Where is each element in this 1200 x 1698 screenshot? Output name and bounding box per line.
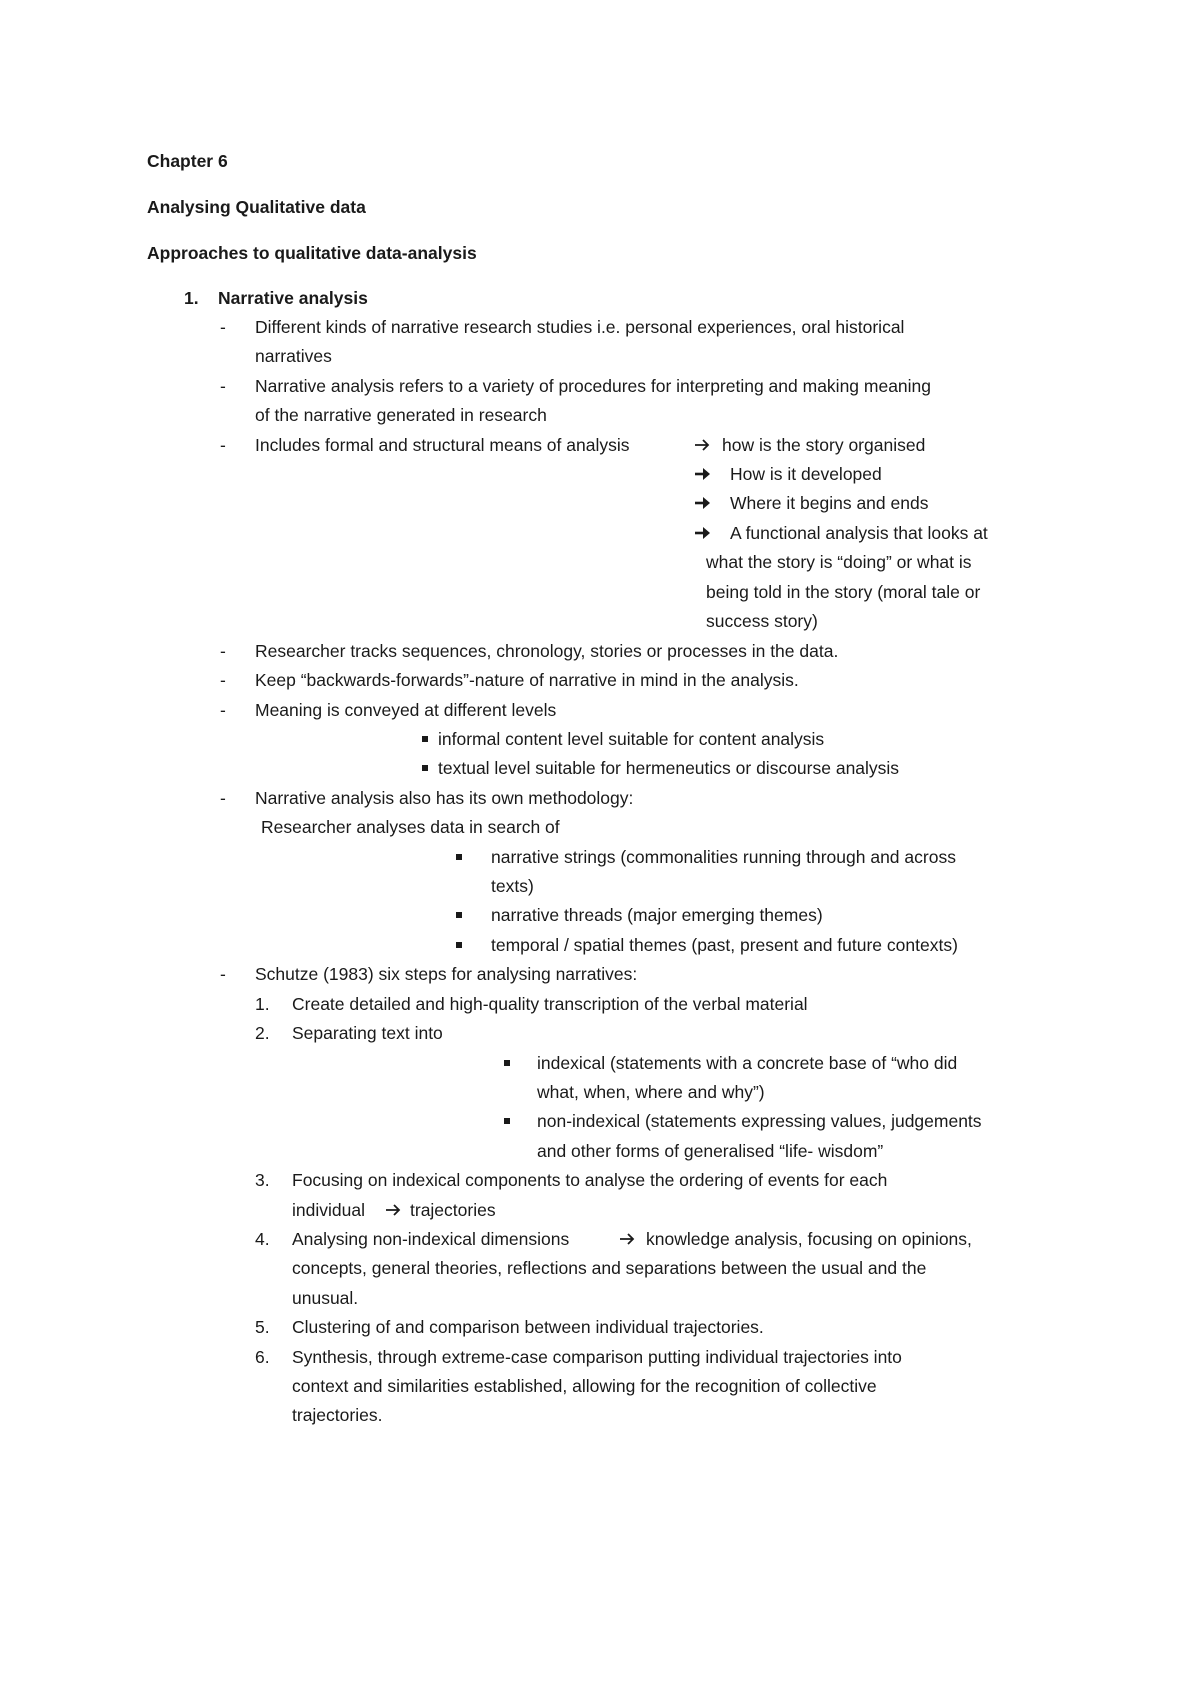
list-item-text: Schutze (1983) six steps for analysing narratives: bbox=[255, 964, 638, 984]
square-bullet-icon bbox=[456, 854, 462, 860]
square-bullet-icon bbox=[456, 942, 462, 948]
step-text: concepts, general theories, reflections and separations between the usual and the bbox=[292, 1258, 927, 1278]
page-title: Analysing Qualitative data bbox=[147, 197, 366, 217]
square-bullet-icon bbox=[422, 736, 428, 742]
list-item-text: Narrative analysis refers to a variety of procedures for interpreting and making meaning bbox=[255, 376, 932, 396]
dash-bullet: - bbox=[220, 788, 226, 808]
list-item-text: Meaning is conveyed at different levels bbox=[255, 700, 557, 720]
step-text: Synthesis, through extreme-case comparison putting individual trajectories into bbox=[292, 1347, 902, 1367]
step-text: knowledge analysis, focusing on opinions, bbox=[646, 1229, 972, 1249]
section-number: 1. bbox=[184, 288, 199, 308]
list-item-text: Includes formal and structural means of analysis bbox=[255, 435, 630, 455]
list-item-text: narratives bbox=[255, 346, 332, 366]
arrow-right-icon bbox=[693, 522, 713, 544]
list-item-text: Keep “backwards-forwards”-nature of narrative in mind in the analysis. bbox=[255, 670, 799, 690]
dash-bullet: - bbox=[220, 700, 226, 720]
arrow-item-text: success story) bbox=[706, 611, 818, 631]
list-item-text: Researcher tracks sequences, chronology, stories or processes in the data. bbox=[255, 641, 839, 661]
step-text: trajectories bbox=[410, 1200, 496, 1220]
step-number: 3. bbox=[255, 1170, 270, 1190]
step-number: 1. bbox=[255, 994, 270, 1014]
step-number: 6. bbox=[255, 1347, 270, 1367]
list-item-text: Researcher analyses data in search of bbox=[261, 817, 560, 837]
list-item-text: how is the story organised bbox=[722, 435, 926, 455]
arrow-item-text: Where it begins and ends bbox=[730, 493, 929, 513]
square-bullet-icon bbox=[504, 1060, 510, 1066]
square-bullet-icon bbox=[456, 912, 462, 918]
arrow-item-text: what the story is “doing” or what is bbox=[706, 552, 972, 572]
dash-bullet: - bbox=[220, 317, 226, 337]
step-text: context and similarities established, allowing for the recognition of collective bbox=[292, 1376, 877, 1396]
sub-item-text: narrative strings (commonalities running through and across bbox=[491, 847, 956, 867]
arrow-item-text: A functional analysis that looks at bbox=[730, 523, 988, 543]
square-bullet-icon bbox=[422, 765, 428, 771]
chapter-label: Chapter 6 bbox=[147, 151, 228, 171]
arrow-right-icon bbox=[384, 1199, 404, 1221]
step-text: Clustering of and comparison between individual trajectories. bbox=[292, 1317, 764, 1337]
section-subtitle: Approaches to qualitative data-analysis bbox=[147, 243, 477, 263]
list-item-text: Different kinds of narrative research studies i.e. personal experiences, oral historical bbox=[255, 317, 905, 337]
sub-item-text: temporal / spatial themes (past, present and future contexts) bbox=[491, 935, 958, 955]
step-text: Analysing non-indexical dimensions bbox=[292, 1229, 570, 1249]
arrow-right-icon bbox=[693, 463, 713, 485]
sub-item-text: what, when, where and why”) bbox=[537, 1082, 765, 1102]
sub-item-text: narrative threads (major emerging themes) bbox=[491, 905, 823, 925]
step-text: individual bbox=[292, 1200, 365, 1220]
step-text: Separating text into bbox=[292, 1023, 443, 1043]
sub-item-text: informal content level suitable for content analysis bbox=[438, 729, 825, 749]
dash-bullet: - bbox=[220, 670, 226, 690]
sub-item-text: textual level suitable for hermeneutics or discourse analysis bbox=[438, 758, 900, 778]
step-text: Create detailed and high-quality transcription of the verbal material bbox=[292, 994, 808, 1014]
square-bullet-icon bbox=[504, 1118, 510, 1124]
arrow-item-text: How is it developed bbox=[730, 464, 882, 484]
list-item-text: Narrative analysis also has its own methodology: bbox=[255, 788, 634, 808]
step-text: unusual. bbox=[292, 1288, 359, 1308]
sub-item-text: and other forms of generalised “life- wisdom” bbox=[537, 1141, 884, 1161]
sub-item-text: texts) bbox=[491, 876, 534, 896]
dash-bullet: - bbox=[220, 641, 226, 661]
arrow-right-icon bbox=[693, 434, 713, 456]
dash-bullet: - bbox=[220, 964, 226, 984]
step-text: trajectories. bbox=[292, 1405, 383, 1425]
step-text: Focusing on indexical components to analyse the ordering of events for each bbox=[292, 1170, 888, 1190]
step-number: 4. bbox=[255, 1229, 270, 1249]
step-number: 2. bbox=[255, 1023, 270, 1043]
step-number: 5. bbox=[255, 1317, 270, 1337]
list-item-text: of the narrative generated in research bbox=[255, 405, 547, 425]
dash-bullet: - bbox=[220, 435, 226, 455]
arrow-right-icon bbox=[618, 1228, 638, 1250]
dash-bullet: - bbox=[220, 376, 226, 396]
arrow-item-text: being told in the story (moral tale or bbox=[706, 582, 981, 602]
arrow-right-icon bbox=[693, 492, 713, 514]
sub-item-text: non-indexical (statements expressing values, judgements bbox=[537, 1111, 982, 1131]
section-heading: Narrative analysis bbox=[218, 288, 368, 308]
sub-item-text: indexical (statements with a concrete base of “who did bbox=[537, 1053, 958, 1073]
